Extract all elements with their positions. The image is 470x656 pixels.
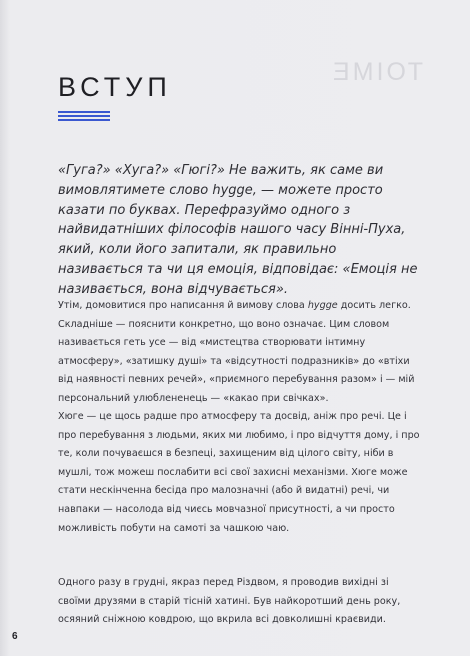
accent-rule: [58, 115, 110, 117]
paragraph-text: Утім, домовитися про написання й вимову слова: [58, 300, 308, 311]
body-paragraph-2: Хюге — це щось радше про атмосферу та досвід, аніж про речі. Це і про перебування з людьми, яких ми любимо, і про відчуття дому, і про те, коли почуваєшся в безпеці, захищеним від цілого світу, ніби в мушлі, тож можеш послабити всі свої захисні механізми. Хюге може стати нескінченна бесіда про малозначні (або й видатні) речі, чи навпаки — насолода від чиєсь мовчазної присутності, а чи просто можливість побути на самоті за чашкою чаю.: [58, 411, 420, 534]
emphasis-word: hygge: [307, 300, 338, 311]
accent-rule: [58, 111, 110, 113]
body-paragraph-1: [58, 297, 423, 409]
paragraph-text: досить легко. Складніше — пояснити конкретно, що воно означає. Цим словом називається геть усе — від «мистецтва створювати інтимну атмосферу», «затишку душі» та «відсутності подразників» до «втіхи від наявності певних речей», «приємного перебування разом» і — мій персональний улюблененець — «какао при свічках».: [58, 300, 415, 404]
chapter-title: ВСТУП: [58, 72, 172, 103]
page-number: 6: [12, 631, 18, 642]
lead-paragraph: «Гуга?» «Хуга?» «Гюгі?» Не важить, як саме ви вимовлятимете слово hygge, — можете просто казати по буквах. Перефразуймо одного з найвидатніших філософів нашого часу Вінні-Пуха, який, коли його запитали, як правильно називається та чи ця емоція, відповідає: «Емоція не називається, вона відчувається».: [58, 163, 418, 297]
show-through-text: ТОІМЕ: [330, 58, 424, 86]
body-paragraph-3: Одного разу в грудні, якраз перед Різдвом, я проводив вихідні зі своїми друзями в старій тісній хатині. Був найкоротший день року, осяяний сніжною ковдрою, що вкрила всі довколишні краєвиди.: [58, 577, 401, 626]
accent-rule: [58, 119, 110, 121]
